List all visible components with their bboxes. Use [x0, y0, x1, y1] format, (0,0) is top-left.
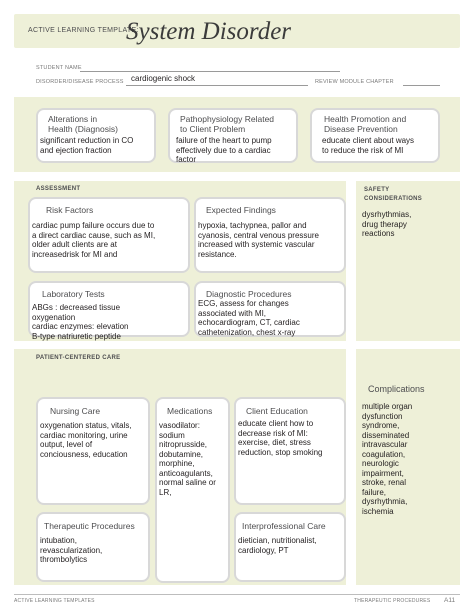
interprofessional-care-title: Interprofessional Care [242, 521, 326, 531]
expected-findings-title: Expected Findings [206, 205, 276, 215]
health-promotion-title: Health Promotion and Disease Prevention [324, 114, 407, 134]
assessment-label: ASSESSMENT [36, 186, 81, 192]
complications-text[interactable]: multiple organ dysfunction syndrome, disseminated intravascular coagulation, neurologic impairment, stroke, renal failure, dysrhythmia, ischemia [362, 402, 413, 516]
review-module-label: REVIEW MODULE CHAPTER [315, 79, 394, 85]
risk-factors-title: Risk Factors [46, 205, 94, 215]
safety-text[interactable]: dysrhythmias, drug therapy reactions [362, 210, 412, 238]
template-label: ACTIVE LEARNING TEMPLATE: [28, 27, 139, 34]
footer-left: ACTIVE LEARNING TEMPLATES [14, 598, 95, 604]
footer-right: THERAPEUTIC PROCEDURES [354, 598, 431, 604]
risk-factors-text[interactable]: cardiac pump failure occurs due to a direct cardiac cause, such as MI, older adult clients are at increasedrisk for MI and [32, 221, 156, 259]
student-name-field[interactable] [80, 71, 340, 72]
footer-divider [14, 594, 460, 595]
complications-title: Complications [368, 384, 425, 394]
disorder-field-line [126, 85, 308, 86]
nursing-care-title: Nursing Care [50, 406, 101, 416]
disorder-field[interactable]: cardiogenic shock [131, 74, 196, 83]
expected-findings-card [194, 197, 346, 273]
laboratory-tests-text[interactable]: ABGs : decreased tissue oxygenation cardiac enzymes: elevation B-type natriuretic peptide [32, 303, 129, 341]
pathophysiology-card [168, 108, 298, 163]
health-promotion-card [310, 108, 440, 163]
interprofessional-care-text[interactable]: dietician, nutritionalist, cardiology, PT [238, 536, 317, 555]
medications-card [155, 397, 230, 583]
diagnostic-procedures-text[interactable]: ECG, assess for changes associated with MI, echocardiogram, CT, cardiac cathetenization, chest x-ray [198, 299, 300, 337]
pathophysiology-title: Pathophysiology Related to Client Problem [180, 114, 275, 134]
laboratory-tests-card [28, 281, 190, 341]
page-title: System Disorder [126, 18, 292, 45]
alterations-text[interactable]: significant reduction in CO and ejection fraction [40, 136, 134, 155]
diagnostic-procedures-card [194, 281, 346, 337]
therapeutic-procedures-title: Therapeutic Procedures [44, 521, 135, 531]
therapeutic-procedures-card [36, 512, 150, 582]
health-promotion-text[interactable]: educate client about ways to reduce the risk of MI [322, 136, 415, 155]
safety-label: SAFETY CONSIDERATIONS [364, 187, 423, 202]
diagnostic-procedures-title: Diagnostic Procedures [206, 289, 292, 299]
alterations-card [36, 108, 156, 163]
alterations-title: Alterations in Health (Diagnosis) [48, 114, 118, 134]
safety-panel [356, 181, 460, 341]
risk-factors-card [28, 197, 190, 273]
page-number: A11 [444, 597, 456, 604]
medications-title: Medications [167, 406, 213, 416]
student-name-label: STUDENT NAME [36, 65, 82, 71]
nursing-care-card [36, 397, 150, 505]
client-education-title: Client Education [246, 406, 308, 416]
interprofessional-care-card [234, 512, 346, 582]
expected-findings-text[interactable]: hypoxia, tachypnea, pallor and cyanosis, central venous pressure increased with systemic vascular resistance. [198, 221, 319, 259]
medications-text[interactable]: vasodilator: sodium nitroprusside, dobutamine, morphine, anticoagulants, normal saline or LR, [159, 421, 216, 497]
pathophysiology-text[interactable]: failure of the heart to pump effectively due to a cardiac factor [176, 136, 272, 164]
template-header [14, 14, 460, 48]
patient-care-label: PATIENT-CENTERED CARE [36, 355, 121, 361]
therapeutic-procedures-text[interactable]: intubation, revascularization, thrombolytics [40, 536, 103, 564]
disorder-label: DISORDER/DISEASE PROCESS [36, 79, 124, 85]
nursing-care-text[interactable]: oxygenation status, vitals, cardiac monitoring, urine output, level of conciousness, education [40, 421, 132, 459]
review-module-field[interactable] [403, 85, 440, 86]
client-education-card [234, 397, 346, 505]
laboratory-tests-title: Laboratory Tests [42, 289, 105, 299]
client-education-text[interactable]: educate client how to decrease risk of MI: exercise, diet, stress reduction, stop smoking [238, 419, 323, 457]
